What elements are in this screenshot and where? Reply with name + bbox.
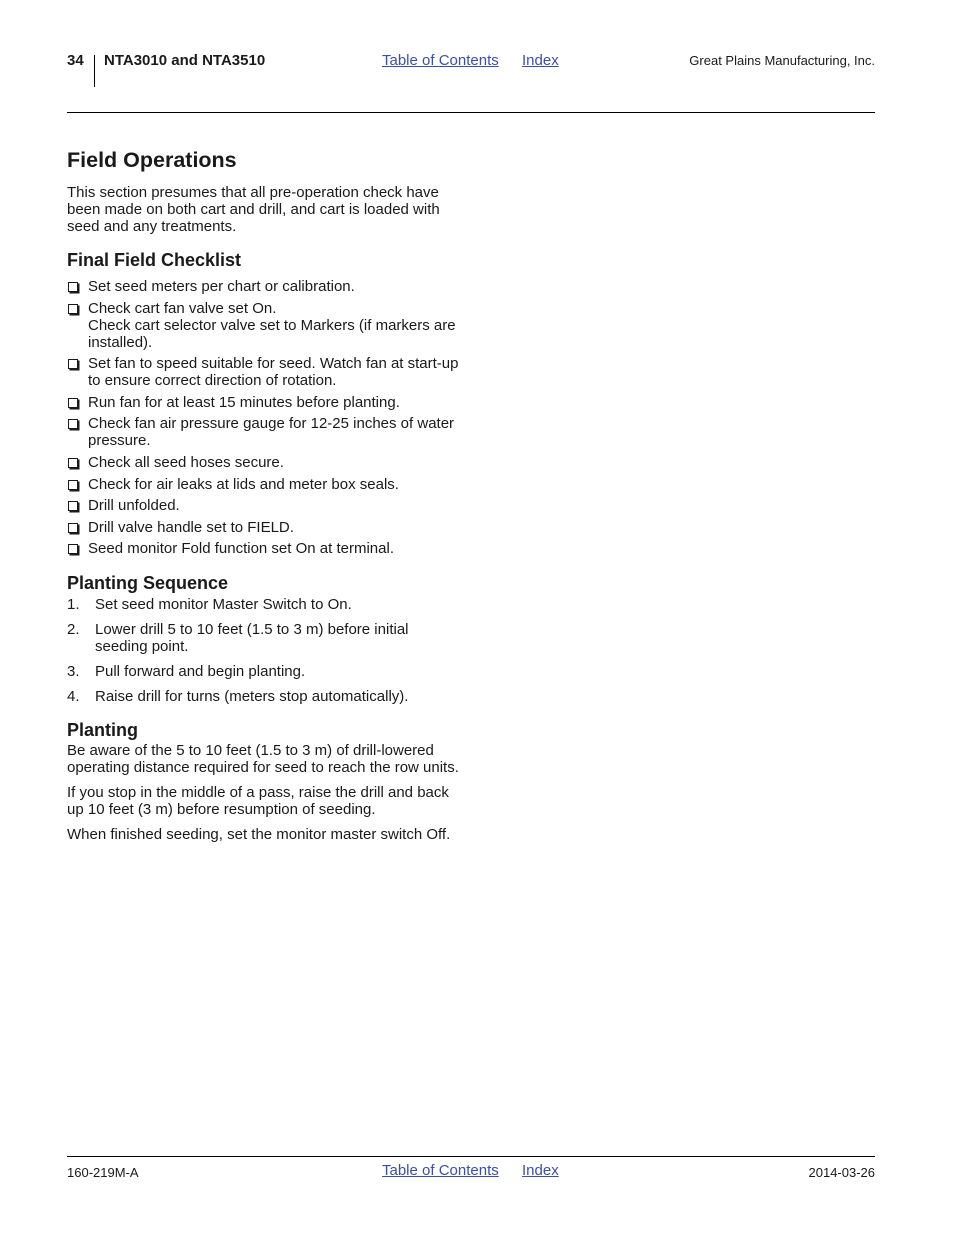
- header-divider: [94, 55, 95, 87]
- checkbox-icon: [68, 544, 78, 554]
- checkbox-icon: [68, 458, 78, 468]
- main-content: [67, 146, 459, 851]
- company-name: Great Plains Manufacturing, Inc.: [689, 53, 875, 68]
- checkbox-icon: [68, 398, 78, 408]
- checkbox-icon: [68, 304, 78, 314]
- checkbox-icon: [68, 419, 78, 429]
- step-text: Raise drill for turns (meters stop automatically).: [95, 688, 409, 706]
- step-number: 3.: [67, 663, 80, 681]
- checkbox-icon: [68, 501, 78, 511]
- planting-paragraphs: [67, 742, 459, 843]
- checklist-item: [67, 278, 459, 295]
- footer-table-of-contents-link[interactable]: Table of Contents: [382, 1162, 499, 1179]
- planting-paragraph: Be aware of the 5 to 10 feet (1.5 to 3 m) of drill-lowered operating distance required for seed to reach the row units.: [67, 742, 459, 777]
- final-field-checklist: [67, 278, 459, 557]
- step-text: Set seed monitor Master Switch to On.: [95, 596, 352, 614]
- document-title: NTA3010 and NTA3510: [104, 52, 266, 69]
- checklist-item-text: Drill valve handle set to FIELD.: [88, 518, 294, 536]
- checkbox-icon: [68, 523, 78, 533]
- checklist-item-text: Set fan to speed suitable for seed. Watch fan at start-up to ensure correct direction of rotation.: [88, 355, 459, 390]
- document-number: 160-219M-A: [67, 1165, 139, 1180]
- sequence-step: [67, 621, 459, 655]
- checklist-item: [67, 394, 459, 411]
- checklist-item-text: Check cart fan valve set On.: [88, 299, 277, 317]
- checklist-item-text: Set seed meters per chart or calibration.: [88, 278, 355, 295]
- footer-index-link[interactable]: Index: [522, 1162, 559, 1179]
- sequence-step: [67, 663, 459, 680]
- checkbox-icon: [68, 480, 78, 490]
- sequence-step: [67, 596, 459, 613]
- checklist-item-text: Run fan for at least 15 minutes before planting.: [88, 393, 400, 411]
- planting-sequence-steps: [67, 596, 459, 705]
- header-rule: [67, 112, 875, 113]
- sequence-step: [67, 688, 459, 705]
- planting-paragraph: When finished seeding, set the monitor master switch Off.: [67, 826, 451, 844]
- checklist-item: [67, 300, 459, 351]
- step-number: 1.: [67, 596, 80, 614]
- checklist-item-text: Check all seed hoses secure.: [88, 453, 284, 471]
- checklist-item: [67, 497, 459, 514]
- planting-heading: Planting: [67, 720, 138, 741]
- header-index-link[interactable]: Index: [522, 52, 559, 69]
- footer-rule: [67, 1156, 875, 1157]
- checklist-item-text: Seed monitor Fold function set On at terminal.: [88, 540, 394, 558]
- checklist-item-text: Check cart selector valve set to Markers (if markers are installed).: [88, 316, 456, 351]
- checklist-item: [67, 476, 459, 493]
- step-number: 2.: [67, 621, 80, 639]
- checklist-item: [67, 355, 459, 389]
- checklist-item: [67, 415, 459, 449]
- step-number: 4.: [67, 688, 80, 706]
- checklist-item: [67, 519, 459, 536]
- checklist-item-text: Check for air leaks at lids and meter box seals.: [88, 475, 399, 493]
- checkbox-icon: [68, 359, 78, 369]
- checklist-heading: Final Field Checklist: [67, 250, 242, 270]
- step-text: Lower drill 5 to 10 feet (1.5 to 3 m) before initial seeding point.: [95, 621, 409, 656]
- planting-sequence-heading: Planting Sequence: [67, 573, 229, 594]
- header-table-of-contents-link[interactable]: Table of Contents: [382, 52, 499, 69]
- checklist-item-text: Check fan air pressure gauge for 12-25 inches of water pressure.: [88, 415, 455, 450]
- checkbox-icon: [68, 282, 78, 292]
- section-intro: This section presumes that all pre-operation check have been made on both cart and drill, and cart is loaded with seed and any treatments.: [67, 184, 440, 235]
- checklist-item: [67, 454, 459, 471]
- revision-date: 2014-03-26: [808, 1165, 875, 1180]
- section-title: Field Operations: [67, 148, 237, 172]
- step-text: Pull forward and begin planting.: [95, 663, 306, 681]
- planting-paragraph: If you stop in the middle of a pass, raise the drill and back up 10 feet (3 m) before resumption of seeding.: [67, 784, 449, 819]
- page-number: 34: [67, 52, 84, 69]
- checklist-item: [67, 540, 459, 557]
- checklist-item-text: Drill unfolded.: [88, 497, 180, 515]
